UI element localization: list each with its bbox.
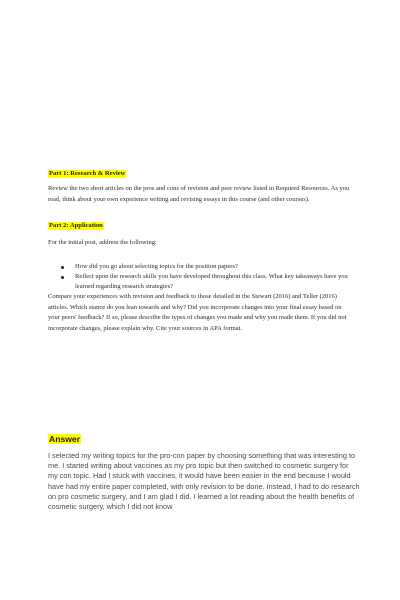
answer-heading: Answer bbox=[49, 434, 81, 444]
part1-body: Review the two short articles on the pros and cons of revision and peer review listed in Required Resources. As you read, think about your own experience writing and revising essays in this course (and other courses). bbox=[48, 185, 350, 203]
list-item bbox=[48, 262, 348, 272]
part1-heading: Part 1: Research & Review bbox=[49, 170, 126, 177]
list-item bbox=[48, 272, 348, 292]
part2-body: Compare your experiences with revision and feedback to those detailed in the Stewart (2016) and Teller (2016) articles. Which stance do you lean towards and why? Did you incorporate changes into your final essay based on your peers' feedback? If so, please describe the types of changes you made and why you made them. If you did not incorporate changes, please explain why. Cite your sources in APA format. bbox=[48, 293, 347, 332]
answer-body: I selected my writing topics for the pro-con paper by choosing something that was interesting to me. I started writing about vaccines as my pro topic but then switched to cosmetic surgery for my con topic. Had I stuck with vaccines, it would have been easier in the end because I would have had my entire paper completed, with only revision to be done. Instead, I had to do research on pro cosmetic surgery, and I am glad I did. I learned a lot reading about the health benefits of cosmetic surgery, which I did not know bbox=[48, 451, 360, 512]
bullet-text: Reflect upon the research skills you have developed throughout this class. What key takeaways have you learned regarding research strategies? bbox=[75, 273, 348, 290]
part2-bullet-list bbox=[48, 262, 348, 292]
part2-heading: Part 2: Application bbox=[49, 222, 103, 229]
bullet-icon bbox=[61, 266, 64, 269]
part2-intro: For the initial post, address the following: bbox=[48, 239, 157, 246]
bullet-text: How did you go about selecting topics for the position papers? bbox=[75, 263, 238, 270]
bullet-icon bbox=[61, 276, 64, 279]
